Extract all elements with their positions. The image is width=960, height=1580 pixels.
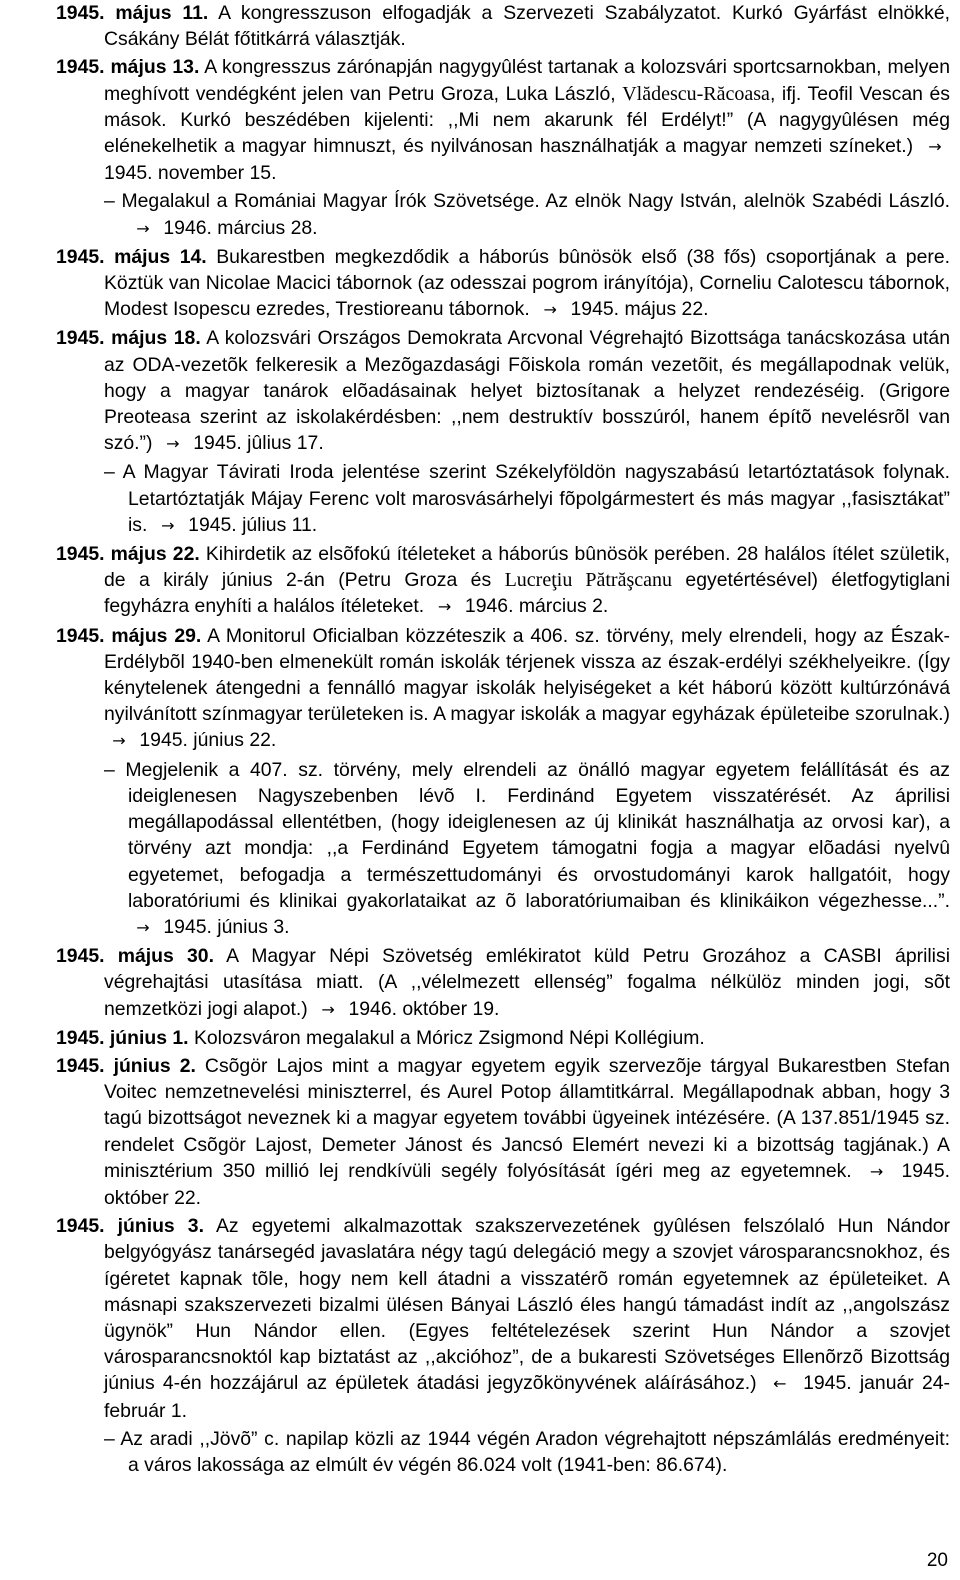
- sub-entry: [104, 188, 950, 241]
- entry-date: 1945. május 22.: [56, 543, 200, 566]
- arrow-right-icon: →: [321, 999, 335, 1019]
- arrow-right-icon: →: [437, 597, 452, 617]
- chronology-entry: [56, 0, 950, 52]
- arrow-right-icon: →: [136, 917, 150, 937]
- entry-text: 1945. június 22.: [134, 729, 277, 752]
- entry-date: 1945. május 29.: [56, 624, 202, 647]
- arrow-right-icon: →: [928, 137, 942, 157]
- arrow-right-icon: →: [161, 515, 175, 535]
- entry-date: 1945. június 2.: [56, 1054, 196, 1077]
- entry-text: 1945. január 24-február 1.: [104, 1372, 950, 1422]
- chronology-entry: [56, 623, 951, 755]
- entry-date: 1945. június 1.: [56, 1026, 189, 1049]
- entry-text: 1946. március 2.: [459, 595, 609, 618]
- entry-text: Kihirdetik az elsõfokú ítéleteket a háborús bûnösök perében. 28 halálos ítélet születik, de a király június 2-án (Petru Groza és: [104, 543, 951, 592]
- entry-text: Vlădescu-Răcoasa: [622, 82, 770, 105]
- entry-text: , ifj. Teofil Vescan és mások. Kurkó beszédében kijelenti: ,,Mi nem akarunk fél Erdélyt!” (A nagygyûlésen még elénekelhetik a magyar himnuszt, és nyilvánosan használhatják a magyar nemzeti színeket.): [104, 82, 950, 158]
- entry-text: – Az aradi ,,Jövõ” c. napilap közli az 1944 végén Aradon végrehajtott népszámlálás eredményeit: a város lakossága az elmúlt év végén 86.024 volt (1941-ben: 86.674).: [104, 1427, 950, 1476]
- chronology-list: [56, 0, 950, 1480]
- entry-text: A kongresszuson elfogadják a Szervezeti Szabályzatot. Kurkó Gyárfást elnökké, Csákány Bélát főtitkárrá választják.: [104, 2, 950, 51]
- chronology-entry: [56, 1213, 950, 1424]
- entry-text: Kolozsváron megalakul a Móricz Zsigmond Népi Kollégium.: [188, 1026, 705, 1049]
- entry-text: S: [895, 1054, 907, 1077]
- entry-text: – Megalakul a Romániai Magyar Írók Szövetsége. Az elnök Nagy István, alelnök Szabédi László.: [104, 190, 950, 213]
- entry-text: A kolozsvári Országos Demokrata Arcvonal Végrehajtó Bizottsága tanácskozása után az ODA-vezetõk felkeresik a Mezõgazdasági Fõiskola román vezetõit, és megállapodnak velük, hogy a magyar tanárok elõadásainak helyet biztosítanak a helyzet rendezéséig. (Grigore Preotea: [104, 327, 951, 429]
- arrow-right-icon: →: [112, 731, 126, 751]
- chronology-entry: [56, 541, 951, 621]
- entry-text: Lucreţiu Pătrăşcanu: [504, 569, 672, 592]
- entry-text: 1945. május 22.: [565, 298, 709, 321]
- entry-text: a szerint az iskolakérdésben: ,,nem destruktív bosszúról, hanem építõ nevelésrõl van szó.”): [104, 406, 950, 455]
- entry-text: 1945. október 22.: [104, 1159, 950, 1209]
- entry-text: 1945. július 11.: [182, 513, 318, 536]
- entry-date: 1945. május 18.: [56, 327, 201, 350]
- entry-date: 1945. június 3.: [56, 1215, 204, 1238]
- entry-text: 1945. június 3.: [158, 915, 290, 938]
- arrow-right-icon: →: [166, 434, 180, 454]
- entry-text: egyetértésével) életfogytiglani fegyházra enyhíti a halálos ítéleteket.: [104, 569, 951, 618]
- arrow-right-icon: →: [543, 300, 557, 320]
- sub-entry: [104, 1426, 950, 1478]
- chronology-entry: [56, 325, 951, 457]
- entry-text: A kongresszus zárónapján nagygyûlést tartanak a kolozsvári sportcsarnokban, melyen meghívott vendégként jelen van Petru Groza, Luka László,: [104, 56, 950, 105]
- chronology-entry: [56, 244, 950, 324]
- entry-text: 1945. jûlius 17.: [187, 432, 324, 455]
- page-number: 20: [926, 1549, 948, 1571]
- entry-text: Az egyetemi alkalmazottak szakszervezetének gyûlésen felszólaló Hun Nándor belgyógyász tanársegéd javaslatára négy tagú delegáció megy a szovjet városparancsnokhoz, és ígéretet kapnak tõle, hogy nem kell átadni a visszatérõ román egyetemnek az épületeiket. A másnapi szakszervezeti bizalmi ülésen Bányai László éles hangú támadást indít az ,,angolszász ügynök” Hun Nándor ellen. (Egyes feltételezések szerint Hun Nándor a szovjet városparancsnoktól kap biztatást az ,,akcióhoz”, de a bukaresti Szövetséges Ellenõrzõ Bizottság június 4-én hozzájárul az épületek átadási jegyzõkönyvének aláírásához.): [104, 1215, 950, 1395]
- chronology-entry: [56, 1025, 950, 1051]
- entry-text: 1946. október 19.: [343, 997, 500, 1020]
- entry-text: Bukarestben megkezdődik a háborús bûnösök első (38 fős) csoportjának a pere. Köztük van Nicolae Macici tábornok (az odesszai pogrom irányítója), Corneliu Calotescu tábornok, Modest Isopescu ezredes, Trestioreanu tábornok.: [104, 245, 950, 321]
- entry-date: 1945. május 11.: [56, 2, 209, 24]
- chronology-entry: [56, 943, 950, 1023]
- entry-date: 1945. május 13.: [56, 56, 200, 79]
- sub-entry: [104, 459, 950, 539]
- entry-text: A Magyar Népi Szövetség emlékiratot küld Petru Grozához a CASBI áprilisi végrehajtási utasítása miatt. (A ,,vélelmezett ellenség” fogalma nélkülöz minden jogi, sõt nemzetközi jogi alapot.): [104, 945, 950, 1020]
- arrow-left-icon: ←: [773, 1374, 787, 1394]
- entry-text: tefan Voitec nemzetnevelési miniszterrel, és Aurel Potop államtitkárral. Megállapodnak abban, hogy 3 tagú bizottságot neveznek ki a magyar egyetem további ügyeinek intézésére. (A 137.851/1945 sz. rendelet Csõgör Lajost, Demeter Jánost és Jancsó Elemért nevezi ki a bizottság tagjának.) A minisztérium 350 millió lej rendkívüli segély folyósítását ígéri meg az egyetemnek.: [104, 1054, 950, 1182]
- arrow-right-icon: →: [869, 1161, 884, 1181]
- entry-text: s: [171, 406, 180, 429]
- arrow-right-icon: →: [136, 218, 150, 238]
- sub-entry: [104, 757, 950, 941]
- chronology-entry: [56, 54, 950, 186]
- entry-text: 1945. november 15.: [104, 162, 277, 185]
- entry-text: 1946. március 28.: [158, 216, 318, 239]
- entry-date: 1945. május 14.: [56, 245, 207, 268]
- entry-text: Csõgör Lajos mint a magyar egyetem egyik szervezõje tárgyal Bukarestben: [195, 1054, 896, 1077]
- chronology-entry: [56, 1053, 950, 1211]
- entry-text: – Megjelenik a 407. sz. törvény, mely elrendeli az önálló magyar egyetem felállítását és az ideiglenesen Nagyszebenben lévõ I. Ferdinánd Egyetem visszatérését. Az áprilisi megállapodással ellentétben, (hogy ideiglenesen az új klinikát használhatja az orvosi kar), a törvény azt mondja: ,,a Ferdinánd Egyetem támogatni fogja a magyar elõadási nyelvû egyetemet, befogadja a természettudományi és orvostudományi karok hallgatóit, hogy laboratóriumi és klinikai gyakorlataikat az õ laboratóriumaiban és klinikáikon végezhesse...”.: [104, 758, 950, 912]
- entry-date: 1945. május 30.: [56, 945, 214, 968]
- entry-text: – A Magyar Távirati Iroda jelentése szerint Székelyföldön nagyszabású letartóztatások folynak. Letartóztatják Májay Ferenc volt marosvásárhelyi fõpolgármestert és más magyar ,,fasisztákat” is.: [104, 461, 950, 536]
- entry-text: A Monitorul Oficialban közzéteszik a 406. sz. törvény, mely elrendeli, hogy az Észak-Erdélybõl 1940-ben elmenekült román iskolák térjenek vissza az észak-erdélyi székhelyeikre. (Így kénytelenek átengedni a fennálló magyar iskolák helyiségeket a két háború között kultúrzónává nyilvánított színmagyar területeken is. A magyar iskolák a magyar egyházak épületeibe szorulnak.): [104, 624, 951, 726]
